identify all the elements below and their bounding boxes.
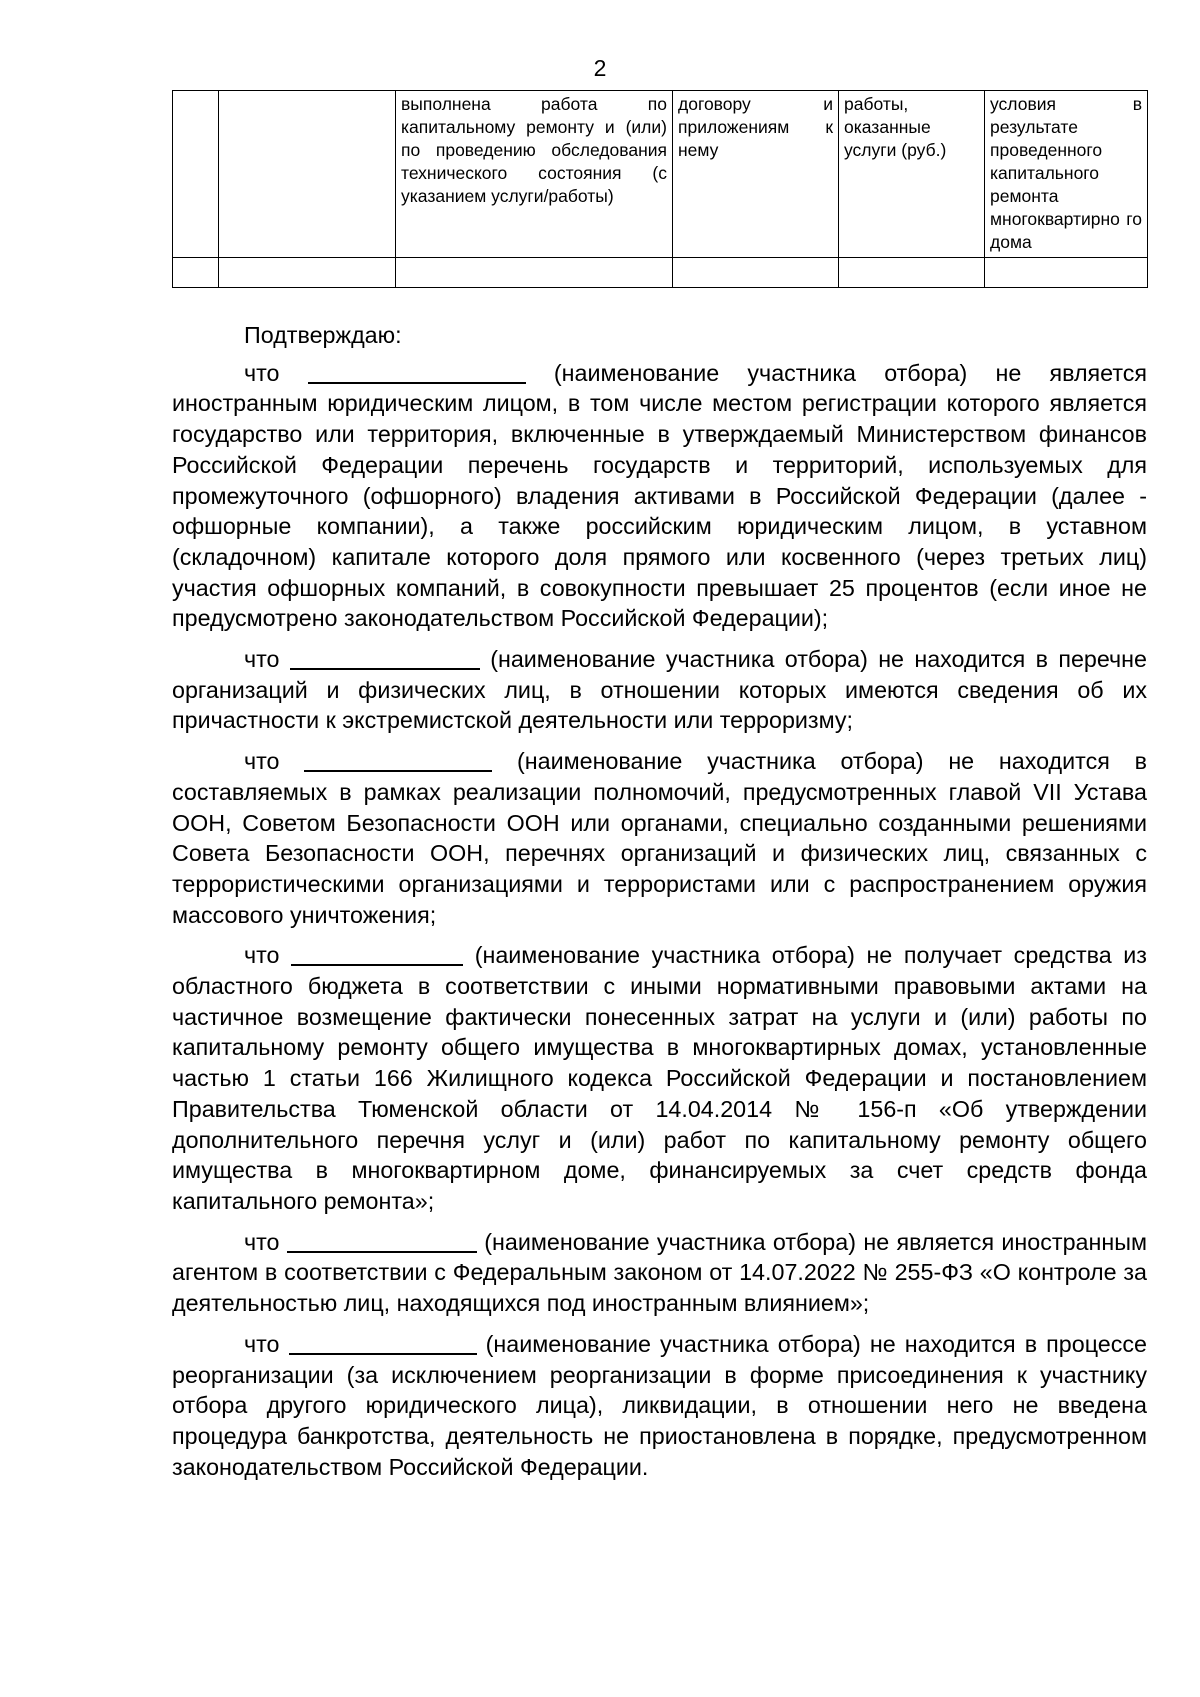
paragraph-text: (наименование участника отбора) не получает средства из областного бюджета в соответствии с иными нормативными правовыми актами на частичное возмещение фактически понесенных затрат на услуги и (или) работы по капитальному ремонту общего имущества в многоквартирных домах, установленные частью 1 статьи 166 Жилищного кодекса Российской Федерации и постановлением Правительства Тюменской области от 14.04.2014 № 156-п «Об утверждении дополнительного перечня услуг и (или) работ по капитальному ремонту общего имущества в многоквартирном доме, финансируемых за счет средств фонда капитального ремонта»;: [172, 942, 1147, 1214]
paragraph-text: (наименование участника отбора) не находится в составляемых в рамках реализации полномочий, предусмотренных главой VII Устава ООН, Советом Безопасности ООН или органами, специально созданными решениями Совета Безопасности ООН, перечнях организаций и физических лиц, связанных с террористическими организациями и террористами или с распространением оружия массового уничтожения;: [172, 748, 1147, 928]
paragraph-lead: что: [244, 646, 280, 673]
table-continuation: [172, 90, 1148, 288]
table-cell: [839, 258, 985, 288]
confirm-heading: Подтверждаю:: [244, 322, 402, 348]
paragraph-text: (наименование участника отбора) не является иностранным агентом в соответствии с Федеральным законом от 14.07.2022 № 255-ФЗ «О контроле за деятельностью лиц, находящихся под иностранным влиянием»;: [172, 1228, 1147, 1317]
page-number: 2: [593, 55, 607, 81]
paragraph-lead: что: [244, 1228, 280, 1255]
blank-field[interactable]: [289, 1330, 477, 1355]
blank-field[interactable]: [290, 645, 480, 670]
paragraph-lead: что: [244, 942, 280, 969]
paragraph-reorganization: [172, 1329, 1147, 1483]
paragraph-text: (наименование участника отбора) не является иностранным юридическим лицом, в том числе местом регистрации которого является государство или территория, включенные в утверждаемый Министерством финансов Российской Федерации перечень государств и территорий, используемых для промежуточного (офшорного) владения активами в Российской Федерации (далее - офшорные компании), а также российским юридическим лицом, в уставном (складочном) капитале которого доля прямого или косвенного (через третьих лиц) участия офшорных компаний, в совокупности превышает 25 процентов (если иное не предусмотрено законодательством Российской Федерации);: [172, 359, 1148, 632]
table-row: [173, 91, 1148, 258]
paragraph-lead: что: [244, 359, 280, 386]
paragraph-budget: [172, 940, 1147, 1216]
blank-field[interactable]: [308, 358, 526, 383]
confirmation-text: [172, 320, 1147, 1492]
paragraph-offshore: [172, 358, 1147, 634]
table-cell: [985, 258, 1148, 288]
blank-field[interactable]: [287, 1227, 477, 1252]
blank-field[interactable]: [291, 941, 463, 966]
paragraph-text: (наименование участника отбора) не находится в процессе реорганизации (за исключением реорганизации в форме присоединения к участнику отбора другого юридического лица), ликвидации, в отношении него не введена процедура банкротства, деятельность не приостановлена в порядке, предусмотренном законодательством Российской Федерации.: [172, 1330, 1147, 1480]
table-cell: [396, 258, 673, 288]
blank-field[interactable]: [304, 747, 492, 772]
table-cell: [173, 258, 219, 288]
table-cell: работы, оказанные услуги (руб.): [839, 91, 985, 258]
paragraph-un-lists: [172, 746, 1147, 930]
paragraph-foreign-agent: [172, 1227, 1147, 1319]
table-cell: [219, 258, 396, 288]
paragraph-extremism: [172, 644, 1147, 736]
paragraph-lead: что: [244, 748, 280, 775]
table-cell: условия в результате проведенного капитального ремонта многоквартирно го дома: [985, 91, 1148, 258]
table-row-empty: [173, 258, 1148, 288]
table-cell: договору и приложениям к нему: [673, 91, 839, 258]
table-cell: [673, 258, 839, 288]
paragraph-text: (наименование участника отбора) не находится в перечне организаций и физических лиц, в отношении которых имеются сведения об их причастности к экстремистской деятельности или терроризму;: [172, 646, 1147, 734]
table-cell: выполнена работа по капитальному ремонту и (или) по проведению обследования технического состояния (с указанием услуги/работы): [396, 91, 673, 258]
table-cell: [219, 91, 396, 258]
table-cell: [173, 91, 219, 258]
paragraph-lead: что: [244, 1330, 280, 1357]
